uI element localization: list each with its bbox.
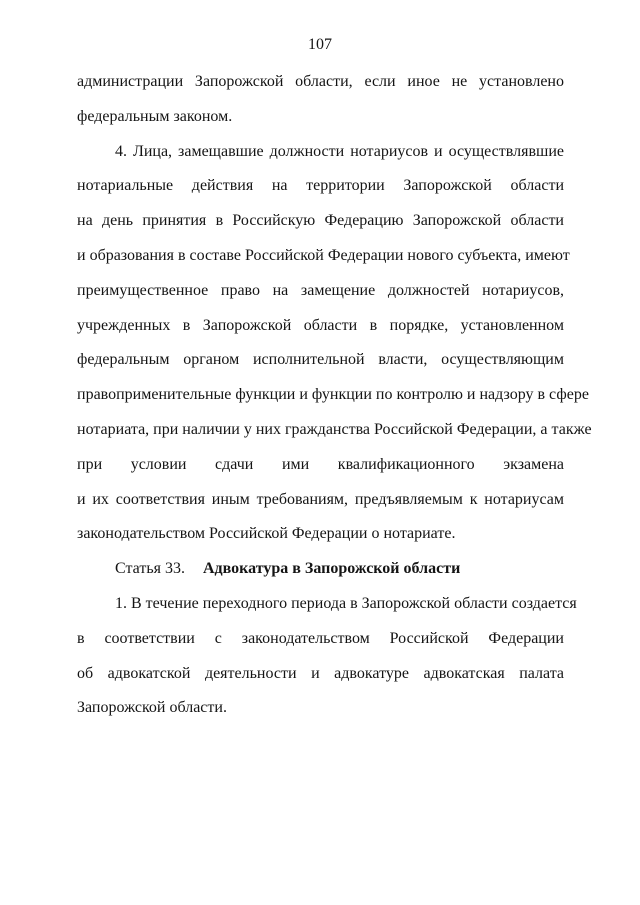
text-line: 4. Лица, замещавшие должности нотариусов и осуществлявшие (115, 142, 564, 160)
document-body (77, 71, 592, 732)
text-line: учрежденных в Запорожской области в порядке, установленном (77, 316, 564, 334)
text-line: нотариальные действия на территории Запорожской области (77, 177, 564, 195)
text-line: преимущественное право на замещение должностей нотариусов, (77, 281, 564, 299)
text-line: и их соответствия иным требованиям, предъявляемым к нотариусам (77, 490, 564, 508)
article-number: Статья 33. (115, 560, 185, 578)
text-line: 1. В течение переходного периода в Запорожской области создается (115, 594, 577, 612)
text-line: федеральным органом исполнительной власти, осуществляющим (77, 351, 564, 369)
text-line: Запорожской области. (77, 699, 227, 717)
text-line: при условии сдачи ими квалификационного экзамена (77, 455, 564, 473)
text-line: правоприменительные функции и функции по контролю и надзору в сфере (77, 386, 589, 404)
page-number: 107 (308, 36, 332, 53)
text-line: нотариата, при наличии у них гражданства Российской Федерации, а также (77, 420, 592, 438)
text-line: на день принятия в Российскую Федерацию Запорожской области (77, 212, 564, 230)
text-line: федеральным законом. (77, 107, 233, 125)
text-line: и образования в составе Российской Федерации нового субъекта, имеют (77, 246, 570, 264)
article-title: Адвокатура в Запорожской области (203, 560, 461, 578)
article-heading (77, 558, 564, 593)
text-line: в соответствии с законодательством Российской Федерации (77, 629, 564, 647)
text-line: об адвокатской деятельности и адвокатуре адвокатская палата (77, 664, 564, 682)
text-line: законодательством Российской Федерации о нотариате. (77, 525, 456, 543)
text-line: администрации Запорожской области, если иное не установлено (77, 73, 564, 90)
